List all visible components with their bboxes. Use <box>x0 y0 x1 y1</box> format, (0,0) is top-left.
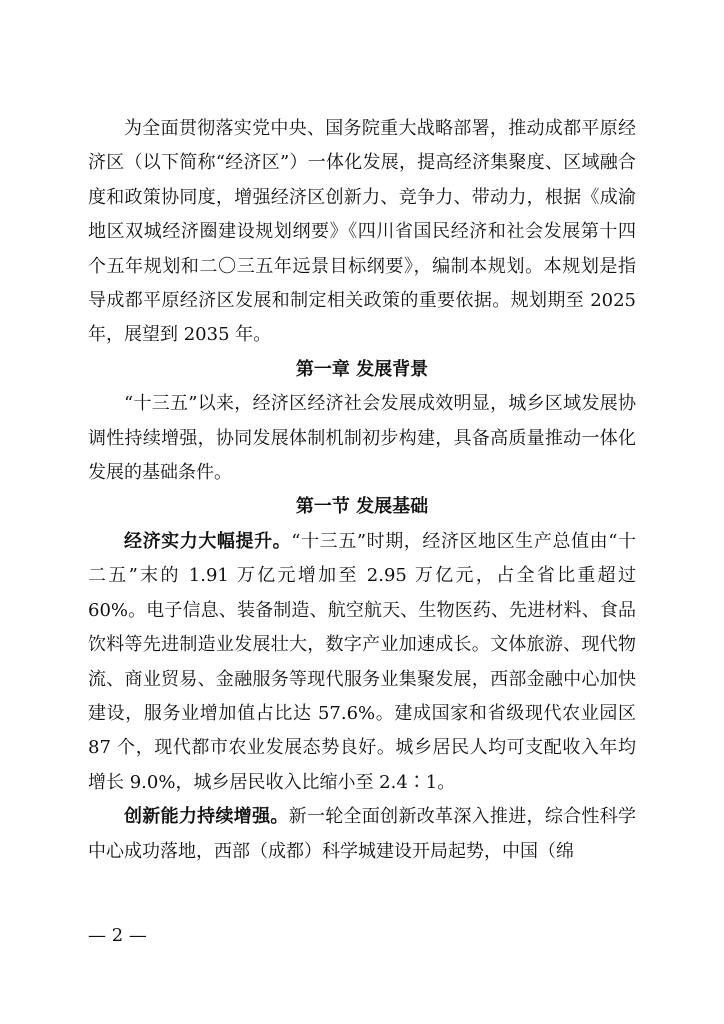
innovation-lead: 创新能力持续增强。 <box>124 806 289 828</box>
document-body <box>88 112 636 869</box>
page-number: — 2 — <box>88 925 147 946</box>
chapter-title: 第一章 发展背景 <box>295 358 429 380</box>
economic-strength-lead: 经济实力大幅提升。 <box>124 530 292 552</box>
intro-paragraph: 为全面贯彻落实党中央、国务院重大战略部署，推动成都平原经济区（以下简称“经济区”）一体化发展，提高经济集聚度、区域融合度和政策协同度，增强经济区创新力、竞争力、带动力，根据《成渝地区双城经济圈建设规划纲要》《四川省国民经济和社会发展第十四个五年规划和二〇三五年远景目标纲要》，编制本规划。本规划是指导成都平原经济区发展和制定相关政策的重要依据。规划期至 2025 年，展望到 2035 年。 <box>88 118 636 346</box>
chapter-intro-paragraph: “十三五”以来，经济区经济社会发展成效明显，城乡区域发展协调性持续增强，协同发展体制机制初步构建，具备高质量推动一体化发展的基础条件。 <box>88 393 636 484</box>
economic-strength-text: “十三五”时期，经济区地区生产总值由“十二五”末的 1.91 万亿元增加至 2.95 万亿元，占全省比重超过 60%。电子信息、装备制造、航空航天、生物医药、先进材料、食品饮料等先进制造业发展壮大，数字产业加速成长。文体旅游、现代物流、商业贸易、金融服务等现代服务业集聚发展，西部金融中心加快建设，服务业增加值占比达 57.6%。建成国家和省级现代农业园区 87 个，现代都市农业发展态势良好。城乡居民人均可支配收入年均增长 9.0%，城乡居民收入比缩小至 2.4∶1。 <box>88 530 637 793</box>
economic-strength-paragraph <box>88 525 636 800</box>
innovation-paragraph <box>88 800 636 869</box>
innovation-text: 新一轮全面创新改革深入推进，综合性科学中心成功落地，西部（成都）科学城建设开局起势，中国（绵 <box>88 806 637 862</box>
section-title: 第一节 发展基础 <box>295 496 429 518</box>
